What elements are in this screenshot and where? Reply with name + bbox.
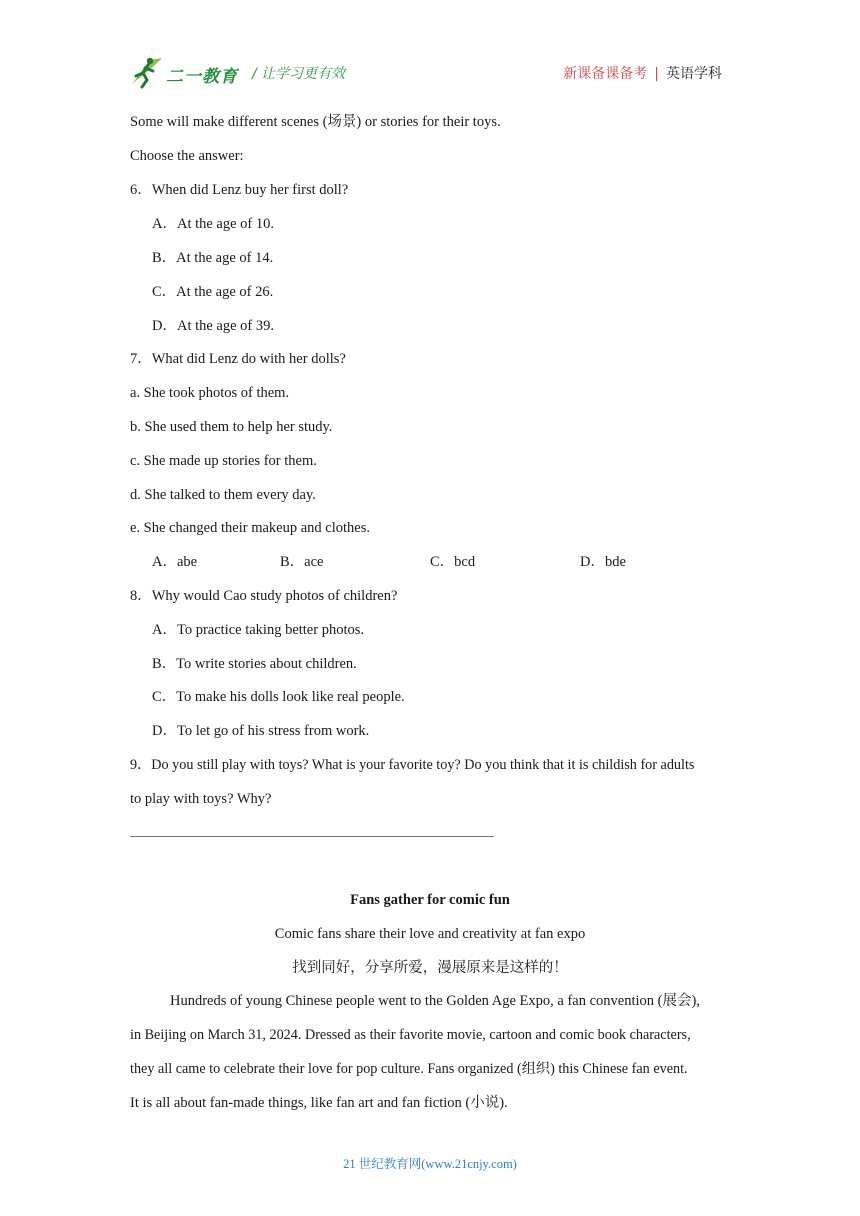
article-subtitle-chinese: 找到同好，分享所爱，漫展原来是这样的！ [292,960,568,976]
question-7-stem: 7．What did Lenz do with her dolls? [130,351,346,367]
header-subject-name: 英语学科 [666,66,722,82]
q7-option-c: C．bcd [430,554,476,570]
question-9-line1: 9．Do you still play with toys? What is your favorite toy? Do you think that it is childish for adults [130,757,695,773]
question-6-stem: 6．When did Lenz buy her first doll? [130,182,349,198]
q8-option-d: D．To let go of his stress from work. [152,723,370,739]
question-8-stem: 8．Why would Cao study photos of children? [130,588,398,604]
q8-option-a: A．To practice taking better photos. [152,622,364,638]
intro-line: Some will make different scenes (场景) or stories for their toys. [130,114,501,130]
q7-option-a: A．abe [152,554,198,570]
page-header [130,54,730,94]
q7-option-b: B．ace [280,554,324,570]
q7-item-a: a. She took photos of them. [130,385,290,401]
brand-slogan: / 让学习更有效 [252,66,346,82]
article-paragraph-line: in Beijing on March 31, 2024. Dressed as their favorite movie, cartoon and comic book characters, [130,1027,691,1043]
header-tagline: 新课备课备考 [563,66,648,82]
answer-line [130,836,494,837]
article-title: Fans gather for comic fun [350,892,510,908]
q7-item-b: b. She used them to help her study. [130,419,333,435]
footer-link[interactable]: 21 世纪教育网(www.21cnjy.com) [343,1157,517,1171]
instruction-line: Choose the answer: [130,148,244,164]
header-separator: | [654,66,659,82]
q7-item-e: e. She changed their makeup and clothes. [130,520,370,536]
brand-logo-text: 二一教育 [166,67,238,87]
q6-option-b: B．At the age of 14. [152,250,274,266]
q6-option-c: C．At the age of 26. [152,284,274,300]
article-subtitle: Comic fans share their love and creativity at fan expo [274,926,586,942]
header-subject [563,63,722,83]
runner-logo-icon [130,54,164,90]
q7-option-d: D．bde [580,554,626,570]
q7-item-d: d. She talked to them every day. [130,487,316,503]
q8-option-c: C．To make his dolls look like real people. [152,689,405,705]
article-paragraph-line: It is all about fan-made things, like fan art and fan fiction (小说). [130,1095,508,1111]
q6-option-a: A．At the age of 10. [152,216,275,232]
question-9-line2: to play with toys? Why? [130,791,272,807]
q7-item-c: c. She made up stories for them. [130,453,317,469]
q8-option-b: B．To write stories about children. [152,656,357,672]
article-paragraph-line: Hundreds of young Chinese people went to the Golden Age Expo, a fan convention (展会), [170,993,700,1009]
article-paragraph-line: they all came to celebrate their love for pop culture. Fans organized (组织) this Chinese fan event. [130,1061,688,1077]
q6-option-d: D．At the age of 39. [152,318,275,334]
